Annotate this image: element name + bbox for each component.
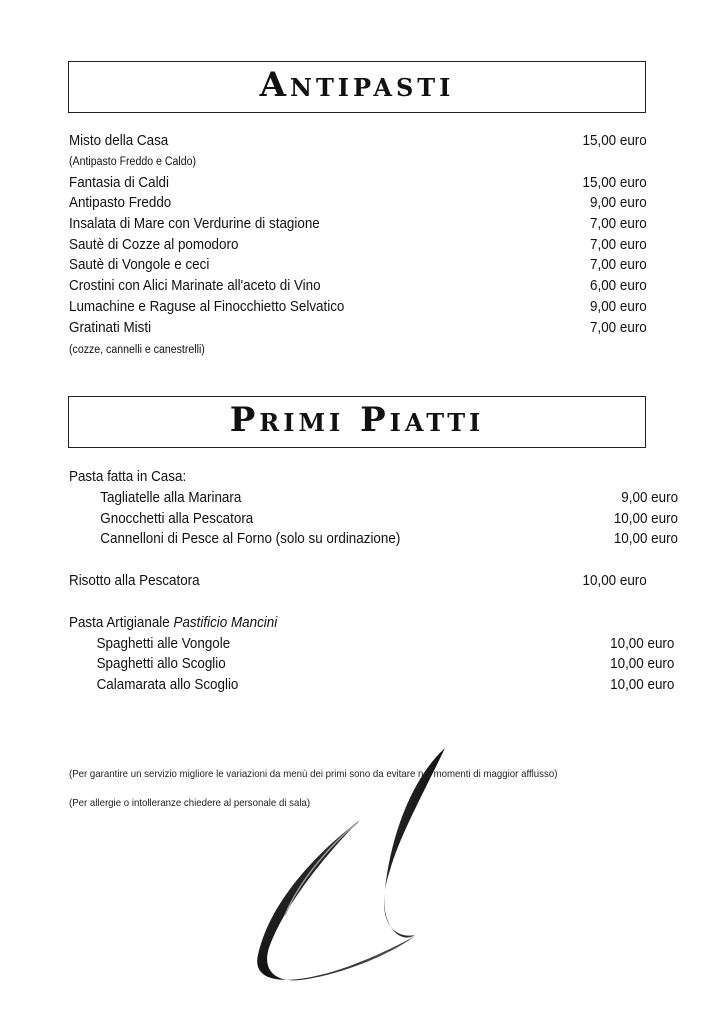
primi-list bbox=[69, 467, 679, 696]
item-price: 7,00 euro bbox=[590, 319, 647, 336]
item-price: 10,00 euro bbox=[613, 531, 679, 548]
footnote-servizio: (Per garantire un servizio migliore le variazioni da menù dei primi sono da evitare nei momenti di maggior afflusso) bbox=[69, 768, 558, 780]
antipasti-list bbox=[69, 131, 647, 361]
primi-title: Primi Piatti bbox=[229, 400, 485, 440]
item-name: Fantasia di Caldi bbox=[69, 174, 170, 191]
group-title-brand: Pastificio Mancini bbox=[173, 614, 278, 631]
item-name: Spaghetti allo Scoglio bbox=[96, 656, 226, 673]
menu-item bbox=[69, 173, 647, 194]
spacer bbox=[69, 550, 647, 571]
item-price: 9,00 euro bbox=[590, 298, 647, 315]
item-name: Lumachine e Raguse al Finocchietto Selvatico bbox=[69, 298, 345, 315]
item-name: Gratinati Misti bbox=[69, 319, 152, 336]
footnote-allergie: (Per allergie o intolleranze chiedere al personale di sala) bbox=[69, 797, 311, 809]
menu-item bbox=[69, 634, 674, 655]
group-title-pasta-casa: Pasta fatta in Casa: bbox=[69, 469, 187, 485]
menu-item bbox=[69, 255, 647, 276]
group-title-prefix: Pasta Artigianale bbox=[69, 614, 174, 631]
item-name: Cannelloni di Pesce al Forno (solo su ordinazione) bbox=[100, 531, 401, 548]
item-name: Risotto alla Pescatora bbox=[69, 573, 200, 590]
antipasti-title: Antipasti bbox=[259, 65, 455, 105]
menu-item bbox=[69, 131, 647, 152]
item-name: Tagliatelle alla Marinara bbox=[100, 490, 242, 506]
menu-item bbox=[69, 571, 647, 592]
item-price: 15,00 euro bbox=[582, 174, 647, 191]
spacer bbox=[69, 592, 647, 613]
menu-item bbox=[69, 235, 647, 256]
menu-item bbox=[69, 675, 674, 696]
item-note: (Antipasto Freddo e Caldo) bbox=[69, 155, 197, 168]
item-price: 15,00 euro bbox=[582, 133, 647, 149]
menu-item bbox=[69, 654, 674, 675]
menu-item bbox=[69, 214, 647, 235]
item-name: Sautè di Vongole e ceci bbox=[69, 257, 210, 274]
item-name: Spaghetti alle Vongole bbox=[96, 635, 231, 652]
item-name: Crostini con Alici Marinate all'aceto di Vino bbox=[69, 278, 321, 295]
item-price: 10,00 euro bbox=[610, 656, 675, 673]
primi-header-box bbox=[68, 396, 646, 448]
item-name: Misto della Casa bbox=[69, 133, 169, 149]
item-name: Calamarata allo Scoglio bbox=[96, 677, 239, 694]
item-name: Gnocchetti alla Pescatora bbox=[100, 510, 254, 527]
item-price: 7,00 euro bbox=[590, 257, 647, 274]
menu-item bbox=[69, 488, 678, 509]
group-title-pasta-artigianale bbox=[69, 613, 601, 634]
menu-item bbox=[69, 276, 647, 297]
item-name: Insalata di Mare con Verdurine di stagione bbox=[69, 216, 320, 233]
menu-item bbox=[69, 297, 647, 318]
item-price: 9,00 euro bbox=[621, 490, 679, 506]
menu-item bbox=[69, 529, 678, 550]
menu-item bbox=[69, 318, 647, 339]
antipasti-header-box bbox=[68, 61, 646, 113]
item-price: 7,00 euro bbox=[590, 236, 647, 253]
item-price: 10,00 euro bbox=[582, 573, 647, 590]
item-price: 6,00 euro bbox=[590, 278, 647, 295]
item-price: 7,00 euro bbox=[590, 216, 647, 233]
menu-item bbox=[69, 193, 647, 214]
menu-item bbox=[69, 509, 678, 530]
item-price: 10,00 euro bbox=[613, 510, 679, 527]
item-price: 9,00 euro bbox=[590, 195, 647, 212]
item-note: (cozze, cannelli e canestrelli) bbox=[69, 344, 205, 357]
item-price: 10,00 euro bbox=[610, 677, 675, 694]
item-name: Sautè di Cozze al pomodoro bbox=[69, 236, 239, 253]
item-price: 10,00 euro bbox=[610, 635, 675, 652]
item-name: Antipasto Freddo bbox=[69, 195, 172, 212]
